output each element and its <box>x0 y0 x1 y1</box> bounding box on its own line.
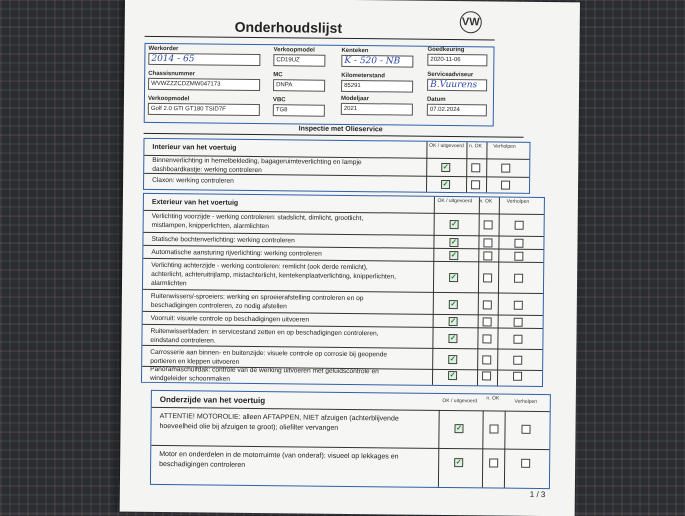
fixed-checkbox[interactable] <box>513 372 522 381</box>
mc-value: DNPA <box>273 79 325 92</box>
nok-checkbox[interactable] <box>471 180 480 189</box>
ok-checkbox[interactable]: ✓ <box>451 221 458 229</box>
ok-checkbox[interactable]: ✓ <box>450 318 457 326</box>
checklist-row: Motor en onderdelen in de motorruimte (van onderaf): visueel op lekkages en beschadigingen controleren ✓ <box>151 447 549 485</box>
checklist-row: Ruitenwissers/-sproeiers: werking en sproeierafstelling controleren en op beschadigingen controleren, zo nodig afstellen ✓ <box>143 290 543 316</box>
nok-checkbox[interactable] <box>483 317 492 326</box>
vbc-value: TG8 <box>273 104 325 117</box>
chassis-field: Chassisnummer WVWZZZCDZMW047173 <box>148 71 260 91</box>
fixed-checkbox[interactable] <box>515 221 524 230</box>
serviceadviseur-value: B.Vuurens <box>427 79 487 92</box>
ok-checkbox[interactable]: ✓ <box>449 335 456 343</box>
section-exterieur-title: Exterieur van het voertuig <box>144 194 544 215</box>
inspection-title: Inspectie met Olieservice <box>298 125 383 134</box>
ok-checkbox[interactable]: ✓ <box>456 425 462 433</box>
nok-checkbox[interactable] <box>482 371 491 380</box>
section-exterieur <box>141 193 545 387</box>
section-interieur-title: Interieur van het voertuig <box>144 139 529 160</box>
ok-checkbox[interactable]: ✓ <box>450 239 457 247</box>
serviceadviseur-field: Serviceadviseur B.Vuurens <box>427 72 487 92</box>
nok-checkbox[interactable] <box>483 300 492 309</box>
ok-checkbox[interactable]: ✓ <box>442 163 449 172</box>
col-fixed-header: Verholpen <box>493 143 516 150</box>
mc-field: MC DNPA <box>273 72 325 92</box>
kenteken-value: K - 520 - NB <box>341 55 413 68</box>
col-fixed-header: Verholpen <box>506 198 530 205</box>
fixed-checkbox[interactable] <box>501 181 510 190</box>
nok-checkbox[interactable] <box>483 273 492 282</box>
kilometerstand-value: 85291 <box>341 80 413 93</box>
nok-checkbox[interactable] <box>489 458 498 467</box>
ok-checkbox[interactable]: ✓ <box>449 356 456 364</box>
inspection-divider <box>144 133 524 138</box>
goedkeuring-field: Goedkeuring 2020-11-06 <box>427 47 487 67</box>
fixed-checkbox[interactable] <box>501 164 510 173</box>
checklist-row: Binnenverlichting in hemelbekleding, bagageruimteverlichting en lampje dashboardkastje: werking controleren ✓ <box>144 155 529 178</box>
col-nok-header: n. OK <box>486 395 500 402</box>
page-number: 1 / 3 <box>529 489 546 500</box>
checklist-row: ATTENTIE! MOTOROLIE: alleen AFTAPPEN, NIET afzuigen (achterblijvende hoeveelheid olie bij afzuigen te groot); oliefilter vervangen ✓ <box>151 409 549 450</box>
checklist-row: Statische bochtenverlichting: werking controleren ✓ <box>143 233 543 250</box>
checklist-row: Verlichting achterzijde - werking controleren: remlicht (ook derde remlicht), achterlicht, achteruitrijlamp, mistachterlicht, kentekenplaatverlichting, knipperlichten, alarmlichten ✓ <box>143 259 543 294</box>
col-nok-header: n. OK <box>469 143 482 150</box>
nok-checkbox[interactable] <box>489 424 498 433</box>
model-field: Verkoopmodel Golf 2.0 GTI GT180 TSID7F <box>148 96 260 116</box>
werkorder-field: Werkorder 2014 - 65 <box>148 46 260 66</box>
col-nok-header: n. OK <box>479 198 493 205</box>
ok-checkbox[interactable]: ✓ <box>442 180 449 189</box>
fixed-checkbox[interactable] <box>513 335 522 344</box>
ok-checkbox[interactable]: ✓ <box>450 274 457 282</box>
nok-checkbox[interactable] <box>483 251 492 260</box>
title-divider <box>145 36 495 41</box>
checklist-row: Panoramaschuifdak: controle van de werking uitvoeren met geluidscontrole en windgeleider schoonmaken ✓ <box>142 360 542 384</box>
nok-checkbox[interactable] <box>484 220 493 229</box>
page-title: Onderhoudslijst <box>234 18 343 36</box>
fixed-checkbox[interactable] <box>521 425 530 434</box>
ok-checkbox[interactable]: ✓ <box>450 252 457 260</box>
checklist-row: Claxon: werking controleren ✓ <box>144 174 529 191</box>
kilometerstand-field: Kilometerstand 85291 <box>341 73 413 93</box>
checklist-row: Ruitenwisserbladen: in servicestand zetten en op beschadigingen controleren, eindstand controleren. ✓ <box>142 325 542 350</box>
section-interieur <box>143 138 531 194</box>
checklist-row: Verlichting voorzijde - werking controleren: stadslicht, dimlicht, grootlicht, mistlampen, knipperlichten, alarmlichten ✓ <box>144 210 544 237</box>
fixed-checkbox[interactable] <box>514 318 523 327</box>
verkoopmodel-code-value: CD19UZ <box>273 54 325 67</box>
fixed-checkbox[interactable] <box>514 239 523 248</box>
fixed-checkbox[interactable] <box>514 301 523 310</box>
datum-field: Datum 07.02.2024 <box>427 97 487 117</box>
service-checklist-sheet <box>120 0 580 516</box>
vehicle-info-panel <box>144 43 495 127</box>
ok-checkbox[interactable]: ✓ <box>450 301 457 309</box>
fixed-checkbox[interactable] <box>514 252 523 261</box>
fixed-checkbox[interactable] <box>521 459 530 468</box>
nok-checkbox[interactable] <box>483 238 492 247</box>
chassis-value: WVWZZZCDZMW047173 <box>148 78 260 91</box>
model-value: Golf 2.0 GTI GT180 TSID7F <box>148 103 260 116</box>
kenteken-field: Kenteken K - 520 - NB <box>341 48 413 68</box>
vw-logo-icon: VW <box>460 11 482 33</box>
checklist-row: Carrosserie aan binnen- en buitenzijde: visuele controle op corrosie bij geopende portieren en kleppen uitvoeren ✓ <box>142 346 542 371</box>
col-ok-header: OK / uitgevoerd <box>442 397 478 405</box>
col-ok-header: OK / uitgevoerd <box>437 197 473 205</box>
ok-checkbox[interactable]: ✓ <box>449 372 456 380</box>
verkoopmodel-code-field: Verkoopmodel CD19UZ <box>273 47 325 67</box>
checklist-row: Voorruit: visuele controle op beschadigingen uitvoeren ✓ <box>143 312 543 329</box>
fixed-checkbox[interactable] <box>514 274 523 283</box>
checklist-row: Automatische aansturing rijverlichting: werking controleren ✓ <box>143 246 543 263</box>
modeljaar-field: Modeljaar 2021 <box>341 96 413 116</box>
section-onderzijde <box>150 390 551 489</box>
datum-value: 07.02.2024 <box>427 104 487 117</box>
nok-checkbox[interactable] <box>482 334 491 343</box>
ok-checkbox[interactable]: ✓ <box>455 459 462 467</box>
nok-checkbox[interactable] <box>471 163 480 172</box>
col-ok-header: OK / uitgevoerd <box>429 142 464 150</box>
col-fixed-header: Verholpen <box>514 398 538 405</box>
modeljaar-value: 2021 <box>341 103 413 116</box>
werkorder-value: 2014 - 65 <box>148 53 260 66</box>
vbc-field: VBC TG8 <box>273 97 325 117</box>
goedkeuring-value: 2020-11-06 <box>427 54 487 67</box>
section-onderzijde-title: Onderzijde van het voertuig <box>152 391 550 412</box>
